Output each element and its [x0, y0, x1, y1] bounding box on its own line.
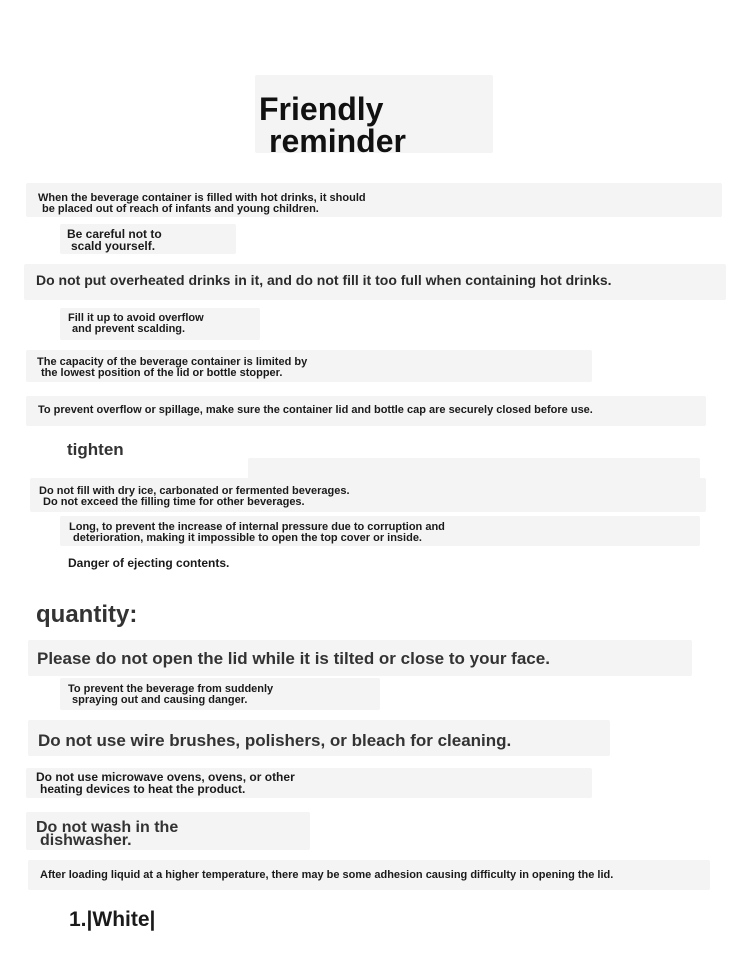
adhesion-note: After loading liquid at a higher temperature, there may be some adhesion causing difficulty in opening the lid.	[40, 869, 614, 881]
capacity-note-line-1: The capacity of the beverage container is limited by	[37, 356, 308, 368]
page-title-line-1: Friendly	[259, 91, 384, 127]
microwave-warning-line-1: Do not use microwave ovens, ovens, or other	[36, 770, 295, 784]
dishwasher-warning-line-2: dishwasher.	[40, 832, 132, 849]
page-title-line-2: reminder	[269, 123, 406, 159]
scald-warning	[67, 229, 162, 252]
fill-level-note	[68, 313, 204, 334]
capacity-note	[37, 357, 307, 378]
ejecting-warning: Danger of ejecting contents.	[68, 556, 230, 570]
dry-ice-warning-line-1: Do not fill with dry ice, carbonated or fermented beverages.	[39, 485, 350, 497]
dry-ice-warning-line-2: Do not exceed the filling time for other beverages.	[43, 495, 305, 508]
hot-drinks-warning	[38, 193, 366, 214]
page-title	[259, 93, 406, 157]
hot-drinks-warning-line-1: When the beverage container is filled with hot drinks, it should	[38, 192, 366, 204]
fill-level-note-line-2: and prevent scalding.	[72, 322, 186, 335]
wire-brush-warning: Do not use wire brushes, polishers, or bleach for cleaning.	[38, 731, 512, 750]
overheated-drinks-warning: Do not put overheated drinks in it, and do not fill it too full when containing hot drinks.	[36, 272, 612, 288]
microwave-warning	[36, 772, 295, 795]
fill-level-note-line-1: Fill it up to avoid overflow	[68, 312, 204, 324]
hot-drinks-warning-line-2: be placed out of reach of infants and young children.	[42, 202, 319, 215]
spray-warning-line-2: spraying out and causing danger.	[72, 693, 248, 706]
color-option-label: 1.|White|	[69, 908, 156, 931]
capacity-note-line-2: the lowest position of the lid or bottle stopper.	[41, 366, 283, 379]
quantity-heading: quantity:	[36, 601, 138, 628]
spray-warning-line-1: To prevent the beverage from suddenly	[68, 683, 274, 695]
pressure-warning-line-1: Long, to prevent the increase of internal pressure due to corruption and	[69, 521, 445, 533]
tilted-lid-warning: Please do not open the lid while it is tilted or close to your face.	[37, 649, 550, 668]
pressure-warning	[69, 522, 445, 543]
scald-warning-line-2: scald yourself.	[71, 238, 156, 253]
dishwasher-warning-line-1: Do not wash in the	[36, 819, 179, 836]
spray-warning	[68, 684, 273, 705]
overflow-warning: To prevent overflow or spillage, make sure the container lid and bottle cap are securely closed before use.	[38, 404, 593, 416]
microwave-warning-line-2: heating devices to heat the product.	[40, 781, 246, 796]
dishwasher-warning	[36, 821, 178, 847]
scald-warning-line-1: Be careful not to	[67, 227, 162, 241]
dry-ice-warning	[39, 486, 350, 507]
tighten-label: tighten	[67, 440, 124, 459]
pressure-warning-line-2: deterioration, making it impossible to open the top cover or inside.	[73, 531, 422, 544]
